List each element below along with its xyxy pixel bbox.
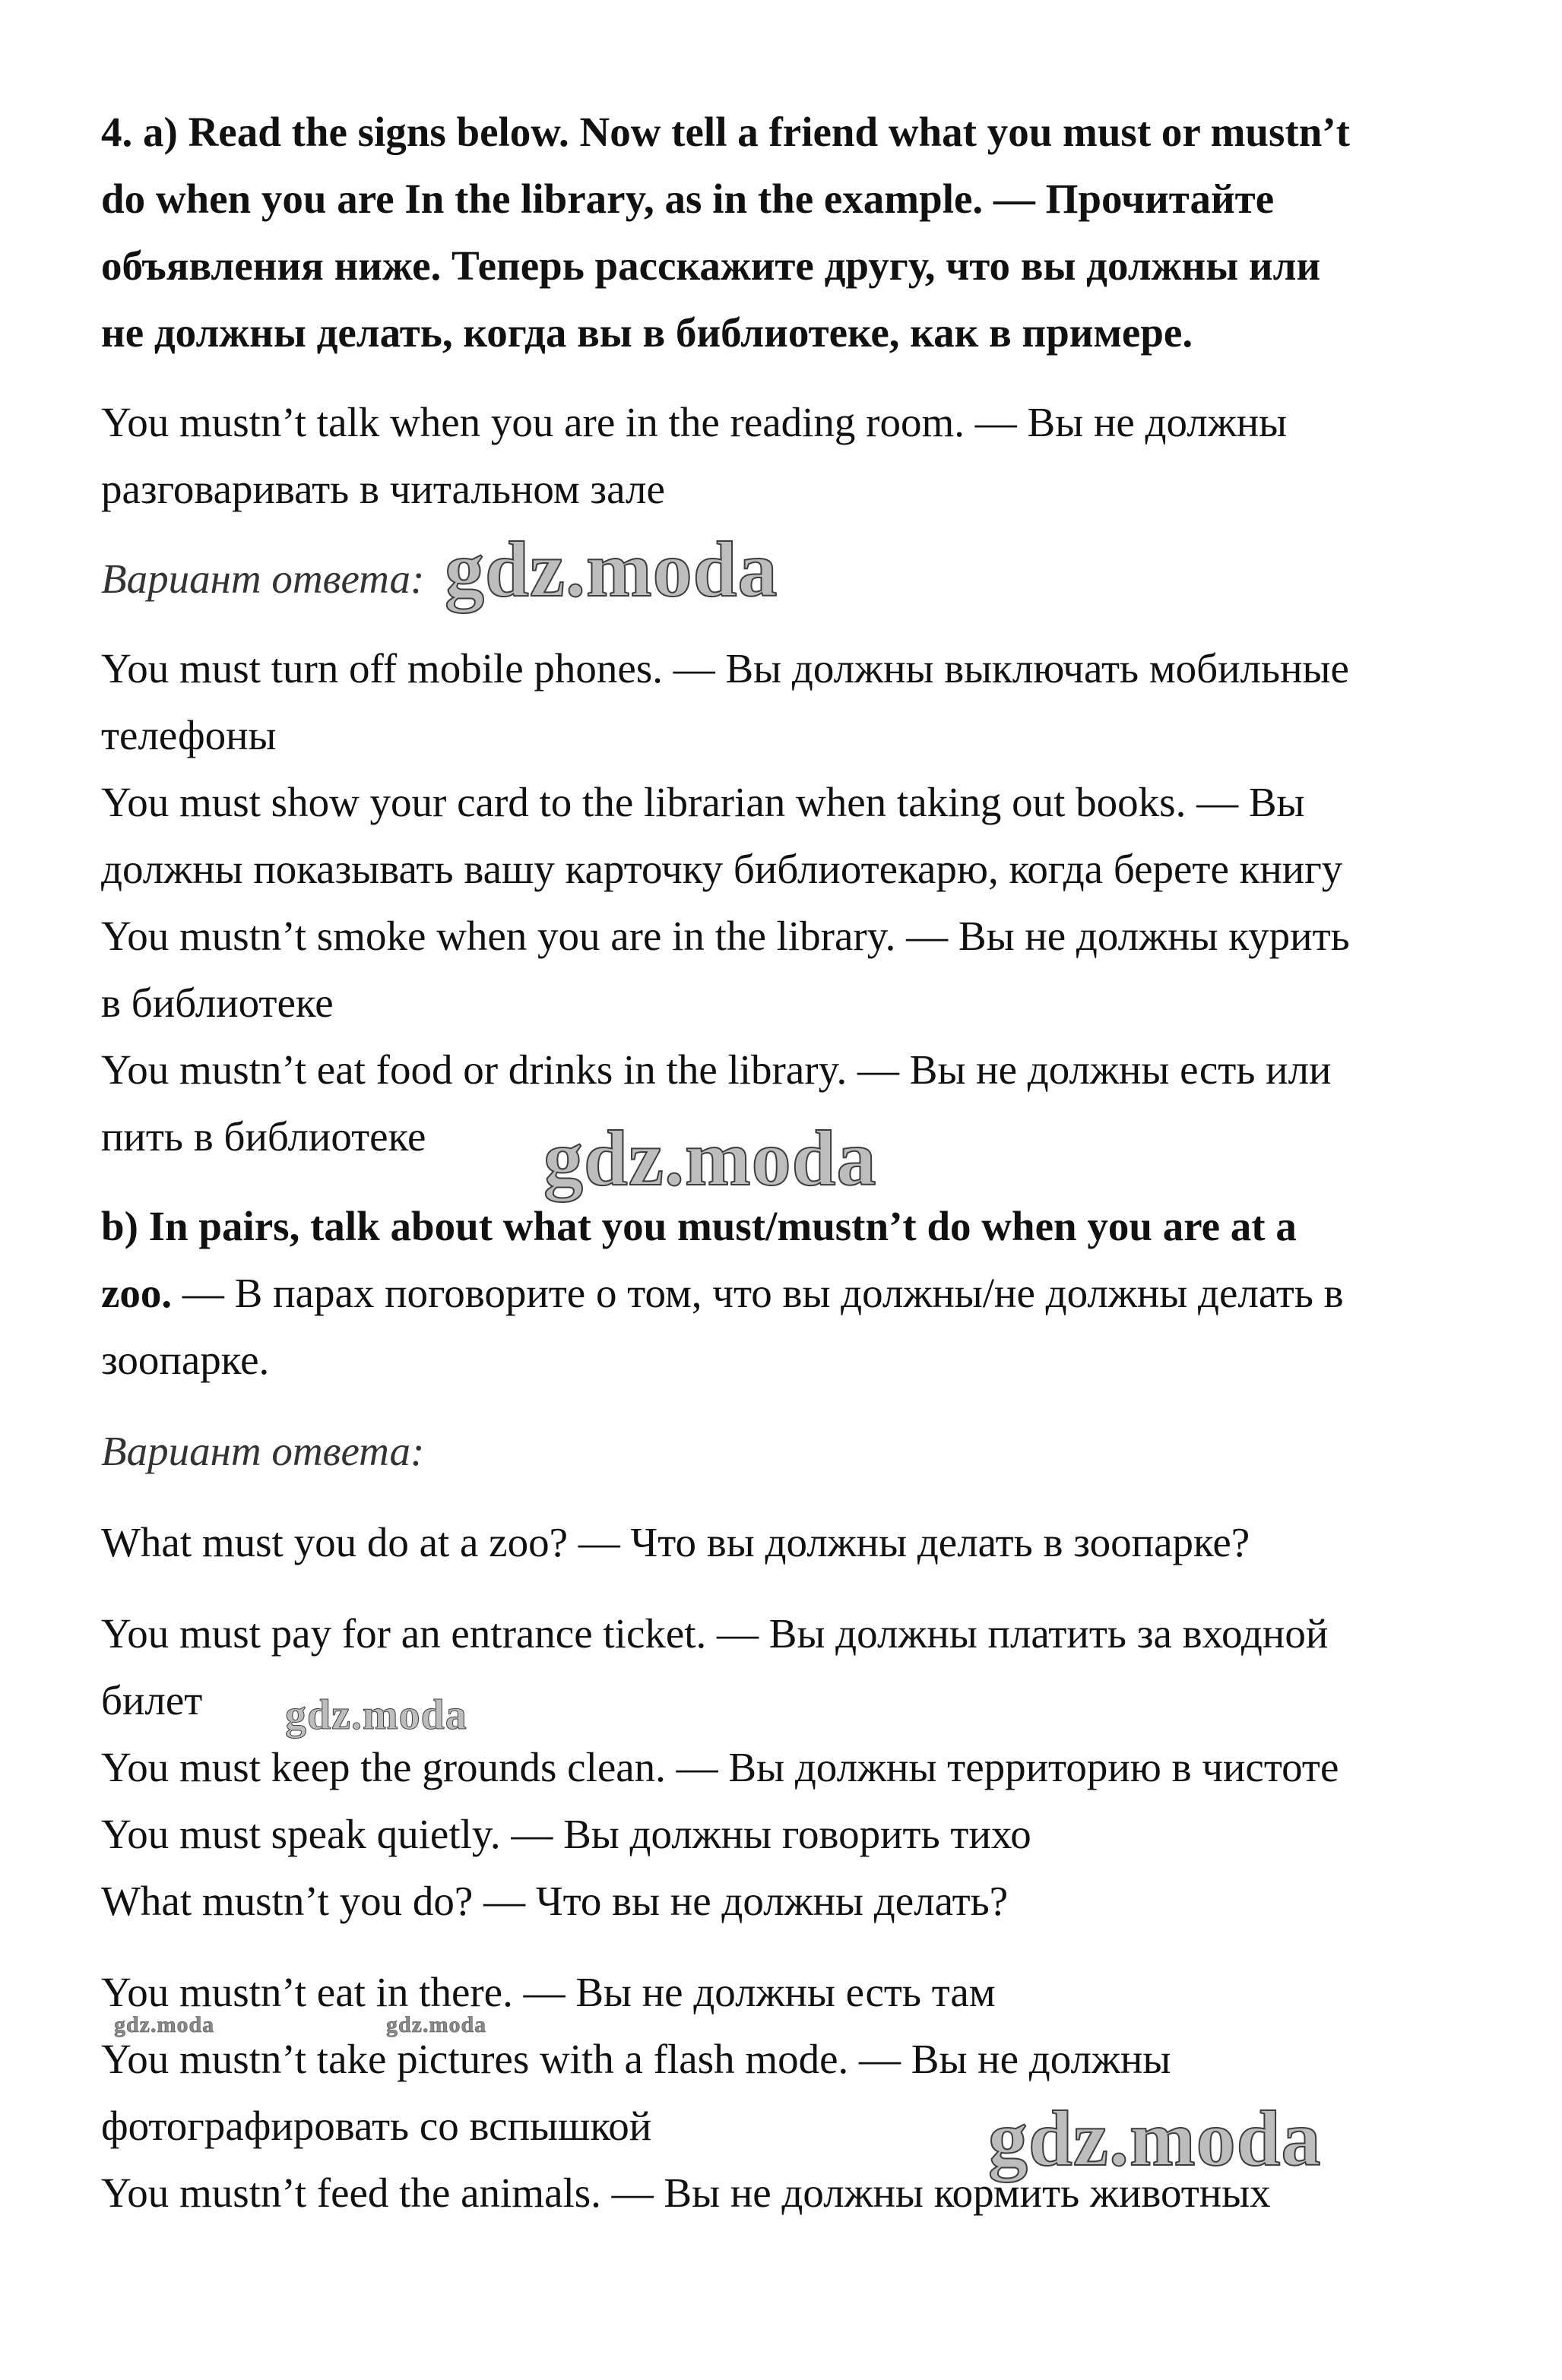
watermark-logo: gdz.moda (386, 2012, 487, 2037)
answer-line: You mustn’t smoke when you are in the library. — Вы не должны курить (101, 913, 1350, 959)
example-line: разговаривать в читальном зале (101, 466, 665, 512)
answers-must-block (101, 1600, 1462, 1935)
watermark-logo: gdz.moda (543, 1115, 877, 1202)
watermark-logo: gdz.moda (445, 526, 778, 613)
task-4a-heading (101, 99, 1462, 366)
heading-line: b) In pairs, talk about what you must/mustn’t do when you are at a (101, 1203, 1297, 1249)
answer-line: пить в библиотеке (101, 1113, 426, 1160)
example-line: You mustn’t talk when you are in the reading room. — Вы не должны (101, 399, 1288, 445)
heading-line: не должны делать, когда вы в библиотеке, как в примере. (101, 309, 1193, 356)
answers-mustnt-block (101, 1959, 1462, 2227)
answer-line: You mustn’t feed the animals. — Вы не должны кормить животных (101, 2170, 1271, 2216)
answer-line: должны показывать вашу карточку библиотекарю, когда берете книгу (101, 846, 1343, 892)
answer-label: Вариант ответа: (101, 1428, 425, 1474)
answer-line: You must turn off mobile phones. — Вы должны выключать мобильные (101, 645, 1349, 692)
heading-line: do when you are In the library, as in the example. — Прочитайте (101, 176, 1275, 222)
answer-line: билет (101, 1677, 203, 1723)
heading-bold-word: zoo. (101, 1270, 173, 1316)
answer-line: You must keep the grounds clean. — Вы должны территорию в чистоте (101, 1744, 1339, 1790)
answer-line: You must pay for an entrance ticket. — Вы должны платить за входной (101, 1610, 1329, 1657)
watermark-logo: gdz.moda (114, 2012, 215, 2037)
answer-line: You must speak quietly. — Вы должны говорить тихо (101, 1811, 1031, 1857)
answer-line: фотографировать со вспышкой (101, 2103, 652, 2149)
example-block (101, 389, 1462, 523)
answer-label: Вариант ответа: (101, 555, 425, 602)
watermark-logo: gdz.moda (988, 2095, 1322, 2182)
heading-line: объявления ниже. Теперь расскажите другу, что вы должны или (101, 242, 1321, 289)
answers-a-block (101, 635, 1462, 1170)
answer-line: в библиотеке (101, 980, 334, 1026)
heading-line: зоопарке. (101, 1337, 270, 1383)
answer-line: You must show your card to the librarian when taking out books. — Вы (101, 779, 1305, 825)
heading-line (101, 1260, 1462, 1327)
heading-rest: — В парах поговорите о том, что вы должны/не должны делать в (172, 1270, 1344, 1316)
answer-line: You mustn’t eat food or drinks in the library. — Вы не должны есть или (101, 1046, 1332, 1093)
heading-line: 4. a) Read the signs below. Now tell a friend what you must or mustn’t (101, 109, 1350, 155)
answer-line: You mustn’t eat in there. — Вы не должны есть там (101, 1969, 996, 2015)
question-line: What must you do at a zoo? — Что вы должны делать в зоопарке? (101, 1519, 1250, 1565)
watermark-logo: gdz.moda (285, 1692, 467, 1739)
answer-line: телефоны (101, 712, 277, 758)
task-4b-heading (101, 1193, 1462, 1394)
answer-line: What mustn’t you do? — Что вы не должны делать? (101, 1878, 1009, 1924)
answer-line: You mustn’t take pictures with a flash mode. — Вы не должны (101, 2036, 1171, 2082)
